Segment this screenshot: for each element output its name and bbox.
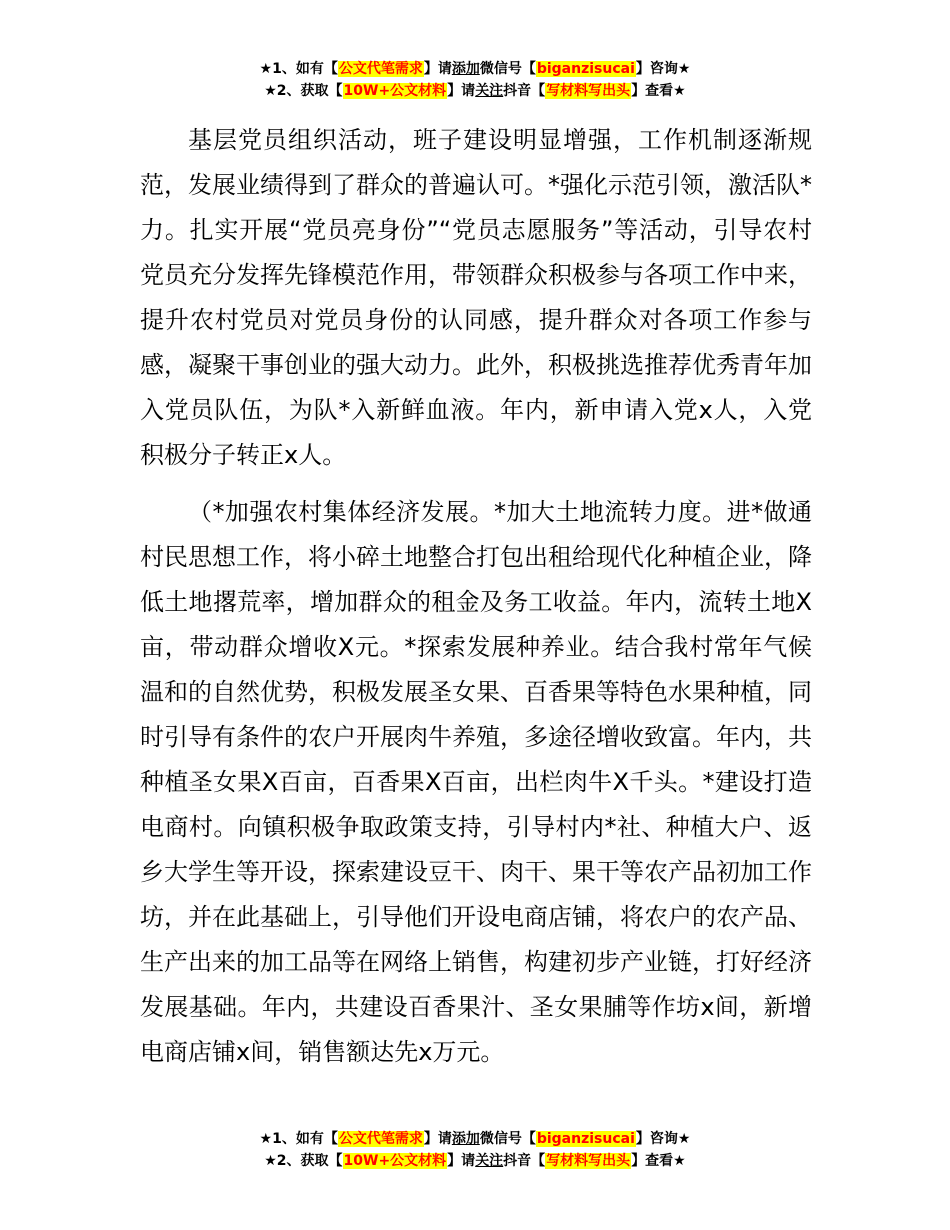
footer-line-1-prefix: ★1、如有【: [259, 1131, 338, 1147]
footer-line-1-mid-2: 微信号【: [479, 1131, 536, 1147]
banner-highlight-wechat-id: biganzisucai: [536, 61, 635, 77]
header-banner: [0, 58, 950, 102]
banner-line-2-mid: 】请: [447, 83, 476, 99]
paragraph-party-members: 基层党员组织活动，班子建设明显增强，工作机制逐渐规范，发展业绩得到了群众的普遍认可。*强化示范引领，激活队*力。扎实开展“党员亮身份”“党员志愿服务”等活动，引导农村党员充分发挥先锋模范作用，带领群众积极参与各项工作中来，提升农村党员对党员身份的认同感，提升群众对各项工作参与感，凝聚干事创业的强大动力。此外，积极挑选推荐优秀青年加入党员队伍，为队*入新鲜血液。年内，新申请入党x人，入党积极分子转正x人。: [140, 126, 812, 469]
footer-line-1-suffix: 】咨询★: [635, 1131, 691, 1147]
banner-highlight-service: 公文代笔需求: [338, 61, 423, 77]
footer-line-2-suffix: 】查看★: [631, 1153, 686, 1169]
document-body: [140, 118, 812, 1075]
footer-underline-add: 添加: [451, 1131, 480, 1147]
banner-highlight-douyin-id: 写材料写出头: [546, 83, 631, 99]
paragraph-collective-economy: （*加强农村集体经济发展。*加大土地流转力度。进*做通村民思想工作，将小碎土地整合打包出租给现代化种植企业，降低土地撂荒率，增加群众的租金及务工收益。年内，流转土地X亩，带动群众增收X元。*探索发展种养业。结合我村常年气候温和的自然优势，积极发展圣女果、百香果等特色水果种植，同时引导有条件的农户开展肉牛养殖，多途径增收致富。年内，共种植圣女果X百亩，百香果X百亩，出栏肉牛X千头。*建设打造电商村。向镇积极争取政策支持，引导村内*社、种植大户、返乡大学生等开设，探索建设豆干、肉干、果干等农产品初加工作坊，并在此基础上，引导他们开设电商店铺，将农户的农产品、生产出来的加工品等在网络上销售，构建初步产业链，打好经济发展基础。年内，共建设百香果汁、圣女果脯等作坊x间，新增电商店铺x间，销售额达先x万元。: [140, 498, 812, 1066]
footer-highlight-materials: 10W+公文材料: [343, 1153, 447, 1169]
footer-line-2-mid-2: 抖音【: [503, 1153, 546, 1169]
banner-line-2: [0, 80, 950, 102]
footer-highlight-service: 公文代笔需求: [338, 1131, 423, 1147]
banner-line-1-mid: 】请: [423, 61, 452, 77]
footer-banner-line-1: [0, 1128, 950, 1150]
banner-line-2-prefix: ★2、获取【: [264, 83, 343, 99]
banner-underline-add: 添加: [451, 61, 480, 77]
banner-line-1-suffix: 】咨询★: [635, 61, 691, 77]
banner-line-1-prefix: ★1、如有【: [259, 61, 338, 77]
footer-line-1-mid: 】请: [423, 1131, 452, 1147]
footer-banner-line-2: [0, 1150, 950, 1172]
banner-underline-follow: 关注: [475, 83, 504, 99]
footer-line-2-prefix: ★2、获取【: [264, 1153, 343, 1169]
banner-line-1-mid-2: 微信号【: [479, 61, 536, 77]
footer-banner: [0, 1128, 950, 1172]
banner-line-2-suffix: 】查看★: [631, 83, 686, 99]
footer-line-2-mid: 】请: [447, 1153, 476, 1169]
banner-line-1: [0, 58, 950, 80]
banner-line-2-mid-2: 抖音【: [503, 83, 546, 99]
footer-underline-follow: 关注: [475, 1153, 504, 1169]
banner-highlight-materials: 10W+公文材料: [343, 83, 447, 99]
footer-highlight-wechat-id: biganzisucai: [536, 1131, 635, 1147]
footer-highlight-douyin-id: 写材料写出头: [546, 1153, 631, 1169]
